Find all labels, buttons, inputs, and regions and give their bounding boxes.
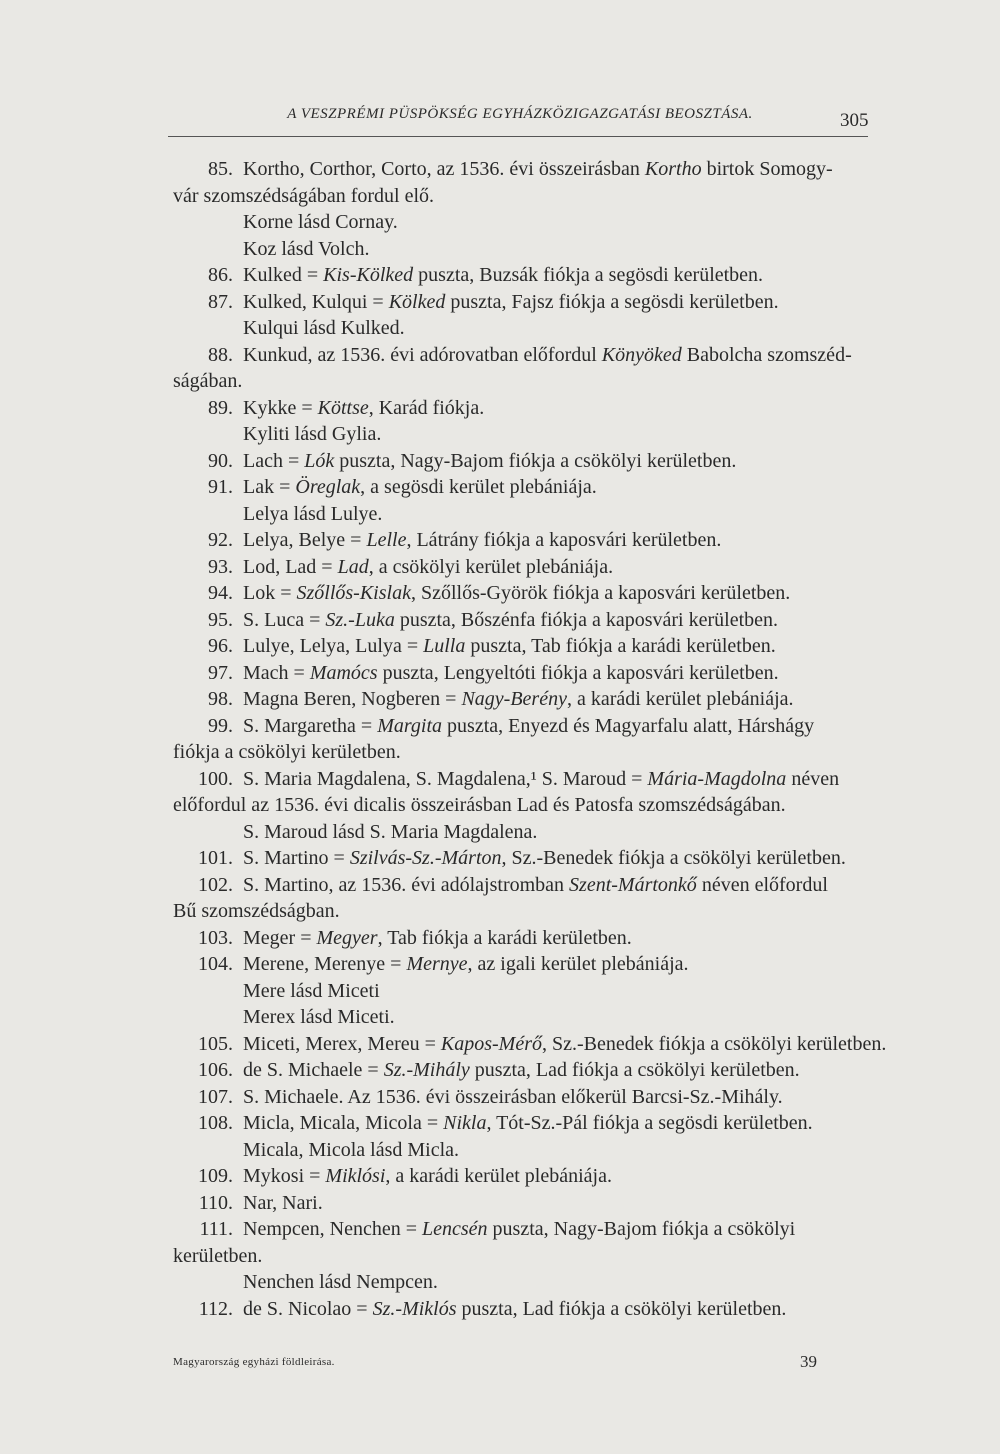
entry-line xyxy=(173,580,873,607)
entry-text-plain: Magna Beren, Nogberen = xyxy=(243,688,462,710)
entry-text-plain: puszta, Fajsz fiókja a segösdi kerületben. xyxy=(445,290,779,313)
entry-text-plain: Kortho, Corthor, Corto, az 1536. évi összeirásban xyxy=(243,158,645,180)
entry-line xyxy=(173,527,873,554)
entry-text xyxy=(243,1033,886,1055)
entry-number: 107. xyxy=(198,1085,233,1108)
entry-line xyxy=(173,1031,887,1058)
signature-mark: 39 xyxy=(800,1352,817,1371)
entry-text-plain: , a csökölyi kerület plebániája. xyxy=(368,555,614,578)
entry-text-plain: , a karádi kerület plebániája. xyxy=(566,688,794,710)
entry-number: 85. xyxy=(208,158,233,180)
entry-list xyxy=(173,156,887,1322)
entry-text-plain: Lelya, Belye = xyxy=(243,529,367,551)
entry-text xyxy=(243,529,721,551)
entry-line xyxy=(173,766,873,793)
entry-number: 96. xyxy=(208,635,233,657)
modern-place-name: Mernye xyxy=(406,953,468,975)
entry-text xyxy=(243,1112,813,1134)
entry-text xyxy=(243,291,779,313)
entry-text-plain: Lod, Lad = xyxy=(243,555,338,578)
entry-line xyxy=(173,342,873,369)
entry-number: 109. xyxy=(198,1165,233,1187)
entry-line xyxy=(173,448,873,475)
modern-place-name: Kortho xyxy=(644,158,702,180)
entry-text-plain: Lak = xyxy=(243,476,296,498)
cross-reference-line: Korne lásd Cornay. xyxy=(243,211,398,233)
entry-text xyxy=(243,847,846,869)
entry-number: 106. xyxy=(198,1059,233,1081)
entry-text-plain: S. Luca = xyxy=(243,608,326,631)
entry-text-plain: , Sz.-Benedek fiókja a csökölyi kerületben. xyxy=(542,1032,887,1055)
running-head: A VESZPRÉMI PÜSPÖKSÉG EGYHÁZKÖZIGAZGATÁSI BEOSZTÁSA. xyxy=(287,106,753,122)
header-rule xyxy=(168,136,868,137)
modern-place-name: Lulla xyxy=(423,635,466,657)
entry-text-plain: puszta, Bőszénfa fiókja a kaposvári kerületben. xyxy=(394,608,779,631)
cross-reference-line: Merex lásd Miceti. xyxy=(243,1006,395,1028)
entry-text xyxy=(243,874,828,896)
entry-text-plain: puszta, Lad fiókja a csökölyi kerületben. xyxy=(469,1059,800,1081)
entry-number: 102. xyxy=(198,873,233,896)
modern-place-name: Öreglak xyxy=(295,476,361,498)
entry-text xyxy=(243,476,597,498)
entry-text-plain: puszta, Tab fiókja a karádi kerületben. xyxy=(465,635,776,657)
entry-number: 100. xyxy=(198,767,233,790)
entry-text-plain: , a karádi kerület plebániája. xyxy=(385,1165,612,1187)
entry-text xyxy=(243,1192,323,1214)
entry-number: 108. xyxy=(198,1112,233,1134)
continuation-line: Bű szomszédságban. xyxy=(173,900,340,922)
entry-number: 111. xyxy=(199,1218,233,1240)
entry-number: 94. xyxy=(208,582,233,604)
entry-text-plain: birtok Somogy- xyxy=(701,158,833,180)
entry-number: 87. xyxy=(208,290,233,313)
entry-text xyxy=(243,688,794,710)
cross-reference-line: Lelya lásd Lulye. xyxy=(243,502,383,525)
entry-line xyxy=(173,474,873,501)
entry-text-plain: , Szőllős-Györök fiókja a kaposvári kerületben. xyxy=(410,582,791,604)
footer-source: Magyarország egyházi földleirása. xyxy=(173,1356,335,1368)
entry-number: 91. xyxy=(208,476,233,498)
cross-reference-line: Nenchen lásd Nempcen. xyxy=(243,1271,438,1293)
entry-number: 105. xyxy=(198,1032,233,1055)
entry-text-plain: Lulye, Lelya, Lulya = xyxy=(243,635,424,657)
entry-text-plain: Mach = xyxy=(243,661,310,684)
entry-text-plain: S. Martino, az 1536. évi adólajstromban xyxy=(243,873,570,896)
modern-place-name: Köttse xyxy=(317,396,369,419)
modern-place-name: Megyer xyxy=(316,926,378,949)
entry-text-plain: S. Margaretha = xyxy=(243,714,378,737)
modern-place-name: Szilvás-Sz.-Márton xyxy=(349,847,502,869)
modern-place-name: Sz.-Miklós xyxy=(372,1297,457,1320)
continuation-line: kerületben. xyxy=(173,1244,263,1267)
entry-line xyxy=(173,713,873,740)
modern-place-name: Szőllős-Kislak xyxy=(296,582,411,604)
entry-text-plain: Lach = xyxy=(243,449,305,472)
cross-reference-line: Kulqui lásd Kulked. xyxy=(243,317,405,339)
entry-text-plain: , a segösdi kerület plebániája. xyxy=(360,476,597,498)
entry-number: 88. xyxy=(208,343,233,366)
entry-text xyxy=(243,953,689,975)
entry-text-plain: Nar, Nari. xyxy=(243,1191,323,1214)
entry-text-plain: néven xyxy=(786,767,840,790)
entry-text xyxy=(243,1165,612,1187)
entry-text-plain: S. Michaele. Az 1536. évi összeirásban előkerül Barcsi-Sz.-Mihály. xyxy=(243,1085,783,1108)
entry-text xyxy=(243,768,839,790)
entry-text-plain: néven előfordul xyxy=(696,873,828,896)
entry-text-plain: puszta, Lad fiókja a csökölyi kerületben. xyxy=(456,1297,787,1320)
entry-line xyxy=(173,1190,873,1217)
entry-line xyxy=(173,1163,873,1190)
modern-place-name: Sz.-Luka xyxy=(325,608,395,631)
entry-line xyxy=(173,633,873,660)
entry-line xyxy=(173,845,873,872)
continuation-line: fiókja a csökölyi kerületben. xyxy=(173,741,401,763)
entry-line xyxy=(173,395,873,422)
entry-text-plain: Miceti, Merex, Mereu = xyxy=(243,1032,441,1055)
continuation-line: vár szomszédságában fordul elő. xyxy=(173,184,435,207)
entry-text-plain: Babolcha szomszéd- xyxy=(681,343,852,366)
entry-text-plain: , az igali kerület plebániája. xyxy=(467,953,689,975)
entry-number: 97. xyxy=(208,661,233,684)
entry-number: 92. xyxy=(208,529,233,551)
entry-line xyxy=(173,289,873,316)
entry-number: 112. xyxy=(198,1297,233,1320)
entry-text-plain: puszta, Nagy-Bajom fiókja a csökölyi kerületben. xyxy=(334,449,737,472)
modern-place-name: Lencsén xyxy=(421,1218,488,1240)
modern-place-name: Nagy-Berény xyxy=(461,688,567,710)
entry-number: 89. xyxy=(208,396,233,419)
entry-number: 90. xyxy=(208,449,233,472)
entry-text xyxy=(243,1298,786,1320)
entry-text xyxy=(243,927,632,949)
entry-text-plain: de S. Nicolao = xyxy=(243,1297,373,1320)
modern-place-name: Mária-Magdolna xyxy=(647,767,787,790)
entry-line xyxy=(173,686,873,713)
entry-text-plain: Kulked = xyxy=(243,264,324,286)
entry-text xyxy=(243,344,852,366)
entry-line xyxy=(173,951,873,978)
continuation-line: ságában. xyxy=(173,370,243,392)
entry-line xyxy=(173,1110,873,1137)
entry-text-plain: , Tab fiókja a karádi kerületben. xyxy=(377,926,632,949)
entry-line xyxy=(173,262,873,289)
entry-text-plain: , Tót-Sz.-Pál fiókja a segösdi kerületben. xyxy=(486,1112,813,1134)
modern-place-name: Mamócs xyxy=(309,661,378,684)
entry-text-plain: , Karád fiókja. xyxy=(368,396,485,419)
entry-number: 110. xyxy=(198,1191,233,1214)
entry-text-plain: de S. Michaele = xyxy=(243,1059,384,1081)
entry-text xyxy=(243,450,736,472)
entry-text xyxy=(243,264,763,286)
modern-place-name: Kapos-Mérő xyxy=(440,1032,542,1055)
entry-text-plain: , Sz.-Benedek fiókja a csökölyi kerületben. xyxy=(501,847,846,869)
entry-text xyxy=(243,1059,800,1081)
modern-place-name: Kis-Kölked xyxy=(323,264,414,286)
entry-text-plain: puszta, Nagy-Bajom fiókja a csökölyi xyxy=(487,1218,796,1240)
modern-place-name: Szent-Mártonkő xyxy=(569,873,697,896)
entry-line xyxy=(173,1084,873,1111)
modern-place-name: Nikla xyxy=(443,1112,487,1134)
entry-line xyxy=(173,1296,873,1323)
entry-text xyxy=(243,1218,795,1240)
entry-line xyxy=(173,872,873,899)
cross-reference-line: Micala, Micola lásd Micla. xyxy=(243,1138,460,1161)
entry-text-plain: S. Martino = xyxy=(243,847,350,869)
entry-number: 95. xyxy=(208,608,233,631)
entry-text-plain: , Látrány fiókja a kaposvári kerületben. xyxy=(406,529,722,551)
entry-text-plain: puszta, Buzsák fiókja a segösdi kerületben. xyxy=(413,264,764,286)
modern-place-name: Lad xyxy=(337,555,369,578)
cross-reference-line: Mere lásd Miceti xyxy=(243,979,380,1002)
cross-reference-line: Koz lásd Volch. xyxy=(243,237,370,260)
modern-place-name: Könyöked xyxy=(601,343,682,366)
entry-text-plain: Meger = xyxy=(243,926,317,949)
entry-text-plain: puszta, Enyezd és Magyarfalu alatt, Hárshágy xyxy=(442,714,815,737)
entry-text xyxy=(243,635,776,657)
entry-text xyxy=(243,158,833,180)
entry-text-plain: Kunkud, az 1536. évi adórovatban előfordul xyxy=(243,343,602,366)
entry-number: 86. xyxy=(208,264,233,286)
cross-reference-line: Kyliti lásd Gylia. xyxy=(243,423,382,445)
entry-line xyxy=(173,1057,873,1084)
entry-text xyxy=(243,662,779,684)
entry-line xyxy=(173,554,873,581)
entry-line xyxy=(173,607,873,634)
modern-place-name: Sz.-Mihály xyxy=(383,1059,470,1081)
continuation-line: előfordul az 1536. évi dicalis összeirásban Lad és Patosfa szomszédságában. xyxy=(173,794,786,816)
modern-place-name: Margita xyxy=(377,714,443,737)
entry-number: 99. xyxy=(208,714,233,737)
entry-text-plain: Merene, Merenye = xyxy=(243,953,407,975)
cross-reference-line: S. Maroud lásd S. Maria Magdalena. xyxy=(243,820,538,843)
entry-text xyxy=(243,715,814,737)
modern-place-name: Kölked xyxy=(388,290,446,313)
entry-number: 103. xyxy=(198,926,233,949)
entry-text-plain: S. Maria Magdalena, S. Magdalena,¹ S. Maroud = xyxy=(243,767,648,790)
entry-text-plain: Nempcen, Nenchen = xyxy=(243,1218,422,1240)
entry-line xyxy=(173,1216,873,1243)
entry-text-plain: Lok = xyxy=(243,582,297,604)
entry-line xyxy=(173,156,873,183)
modern-place-name: Lók xyxy=(304,449,335,472)
entry-text xyxy=(243,397,484,419)
entry-number: 98. xyxy=(208,688,233,710)
entry-text-plain: Mykosi = xyxy=(243,1165,326,1187)
entry-text xyxy=(243,582,790,604)
modern-place-name: Lelle xyxy=(366,529,407,551)
modern-place-name: Miklósi xyxy=(325,1165,386,1187)
entry-text-plain: Kulked, Kulqui = xyxy=(243,290,389,313)
entry-text xyxy=(243,1086,783,1108)
entry-line xyxy=(173,925,873,952)
entry-text-plain: Micla, Micala, Micola = xyxy=(243,1112,444,1134)
entry-number: 101. xyxy=(198,847,233,869)
entry-line xyxy=(173,660,873,687)
entry-text xyxy=(243,609,778,631)
entry-text xyxy=(243,556,613,578)
entry-text-plain: Kykke = xyxy=(243,396,318,419)
entry-number: 93. xyxy=(208,555,233,578)
entry-number: 104. xyxy=(198,953,233,975)
entry-text-plain: puszta, Lengyeltóti fiókja a kaposvári kerületben. xyxy=(377,661,779,684)
page-number: 305 xyxy=(840,110,869,131)
